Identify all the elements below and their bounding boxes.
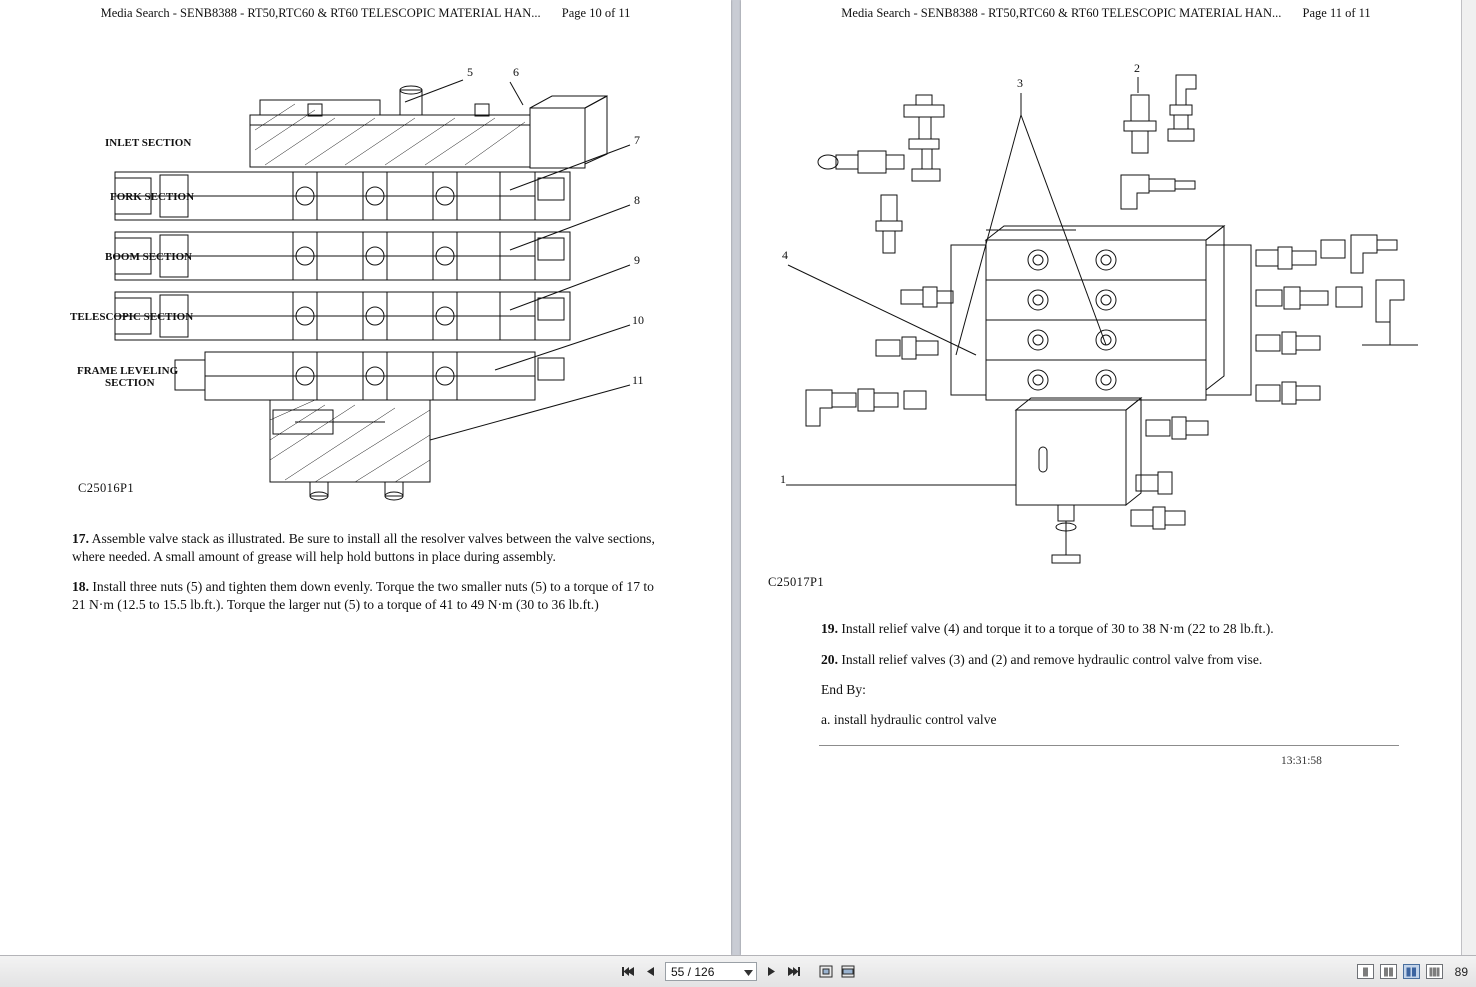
step-19 bbox=[821, 620, 1401, 638]
step-18 bbox=[72, 578, 667, 614]
step-18-text: Install three nuts (5) and tighten them down evenly. Torque the two smaller nuts (5) to a torque of 17 to 21 N·m (12.5 to 15.5 lb.ft.). Torque the larger nut (5) to a torque of 41 to 49 N·m (30 to 36 lb.ft.) bbox=[72, 579, 654, 612]
callout-8: 8 bbox=[634, 193, 640, 207]
callout-7: 7 bbox=[634, 133, 640, 147]
page-header-title-left: Media Search - SENB8388 - RT50,RTC60 & RT60 TELESCOPIC MATERIAL HAN... bbox=[100, 6, 541, 20]
label-inlet-section: INLET SECTION bbox=[105, 137, 192, 149]
page-header-left bbox=[0, 6, 731, 21]
first-page-icon[interactable] bbox=[621, 963, 636, 980]
valve-stack-diagram-svg bbox=[55, 60, 695, 520]
callout-4: 4 bbox=[782, 248, 788, 262]
page-header-title-right: Media Search - SENB8388 - RT50,RTC60 & RT60 TELESCOPIC MATERIAL HAN... bbox=[841, 6, 1282, 20]
end-by-label: End By: bbox=[821, 682, 866, 697]
step-20 bbox=[821, 651, 1401, 669]
step-20-text: Install relief valves (3) and (2) and remove hydraulic control valve from vise. bbox=[841, 652, 1263, 667]
zoom-level-value: 89 bbox=[1454, 964, 1468, 979]
toolbar-navigation-group bbox=[621, 962, 855, 981]
next-page-icon[interactable] bbox=[764, 963, 779, 980]
callout-11: 11 bbox=[632, 373, 644, 387]
toolbar-view-group bbox=[1357, 964, 1468, 979]
callout-10: 10 bbox=[632, 313, 644, 327]
callout-1: 1 bbox=[780, 472, 786, 486]
step-20-number: 20. bbox=[821, 652, 838, 667]
step-19-number: 19. bbox=[821, 621, 838, 636]
book-view-icon[interactable] bbox=[1426, 964, 1443, 979]
page-timestamp: 13:31:58 bbox=[1281, 755, 1322, 767]
callout-9: 9 bbox=[634, 253, 640, 267]
figure-id-right: C25017P1 bbox=[768, 575, 824, 589]
page-header-pagenum-right: Page 11 of 11 bbox=[1302, 6, 1371, 20]
label-frame-leveling-1: FRAME LEVELING bbox=[77, 365, 179, 377]
callout-3: 3 bbox=[1017, 76, 1023, 90]
document-page-left[interactable] bbox=[0, 0, 731, 955]
continuous-view-icon[interactable] bbox=[1380, 964, 1397, 979]
label-fork-section: FORK SECTION bbox=[110, 191, 195, 203]
label-telescopic-section: TELESCOPIC SECTION bbox=[70, 311, 194, 323]
callout-6: 6 bbox=[513, 65, 519, 79]
end-by-item: a. install hydraulic control valve bbox=[821, 712, 997, 727]
page-number-input[interactable] bbox=[665, 962, 757, 981]
document-page-right[interactable] bbox=[741, 0, 1471, 955]
facing-pages-view-icon[interactable] bbox=[1403, 964, 1420, 979]
page-number-field-wrapper[interactable] bbox=[665, 962, 757, 981]
step-17 bbox=[72, 530, 667, 566]
page-header-right bbox=[741, 6, 1471, 21]
step-18-number: 18. bbox=[72, 579, 89, 594]
fit-page-icon[interactable] bbox=[818, 963, 833, 980]
hydraulic-valve-diagram-svg bbox=[776, 55, 1436, 575]
single-page-view-icon[interactable] bbox=[1357, 964, 1374, 979]
figure-id-left: C25016P1 bbox=[78, 481, 134, 495]
step-19-text: Install relief valve (4) and torque it to a torque of 30 to 38 N·m (22 to 28 lb.ft.). bbox=[841, 621, 1274, 636]
figure-valve-stack-assembly bbox=[55, 60, 695, 520]
section-divider bbox=[819, 745, 1399, 746]
callout-2: 2 bbox=[1134, 61, 1140, 75]
viewer-toolbar bbox=[0, 955, 1476, 987]
callout-5: 5 bbox=[467, 65, 473, 79]
label-boom-section: BOOM SECTION bbox=[105, 251, 193, 263]
step-17-number: 17. bbox=[72, 531, 89, 546]
figure-hydraulic-control-valve-exploded bbox=[776, 55, 1436, 575]
previous-page-icon[interactable] bbox=[643, 963, 658, 980]
last-page-icon[interactable] bbox=[786, 963, 801, 980]
fit-width-icon[interactable] bbox=[840, 963, 855, 980]
step-17-text: Assemble valve stack as illustrated. Be sure to install all the resolver valves between the valve sections, where needed. A small amount of grease will help hold buttons in place during assembly. bbox=[72, 531, 655, 564]
vertical-scrollbar[interactable] bbox=[1461, 0, 1476, 955]
page-header-pagenum-left: Page 10 of 11 bbox=[561, 6, 631, 20]
label-frame-leveling-2: SECTION bbox=[105, 377, 155, 389]
